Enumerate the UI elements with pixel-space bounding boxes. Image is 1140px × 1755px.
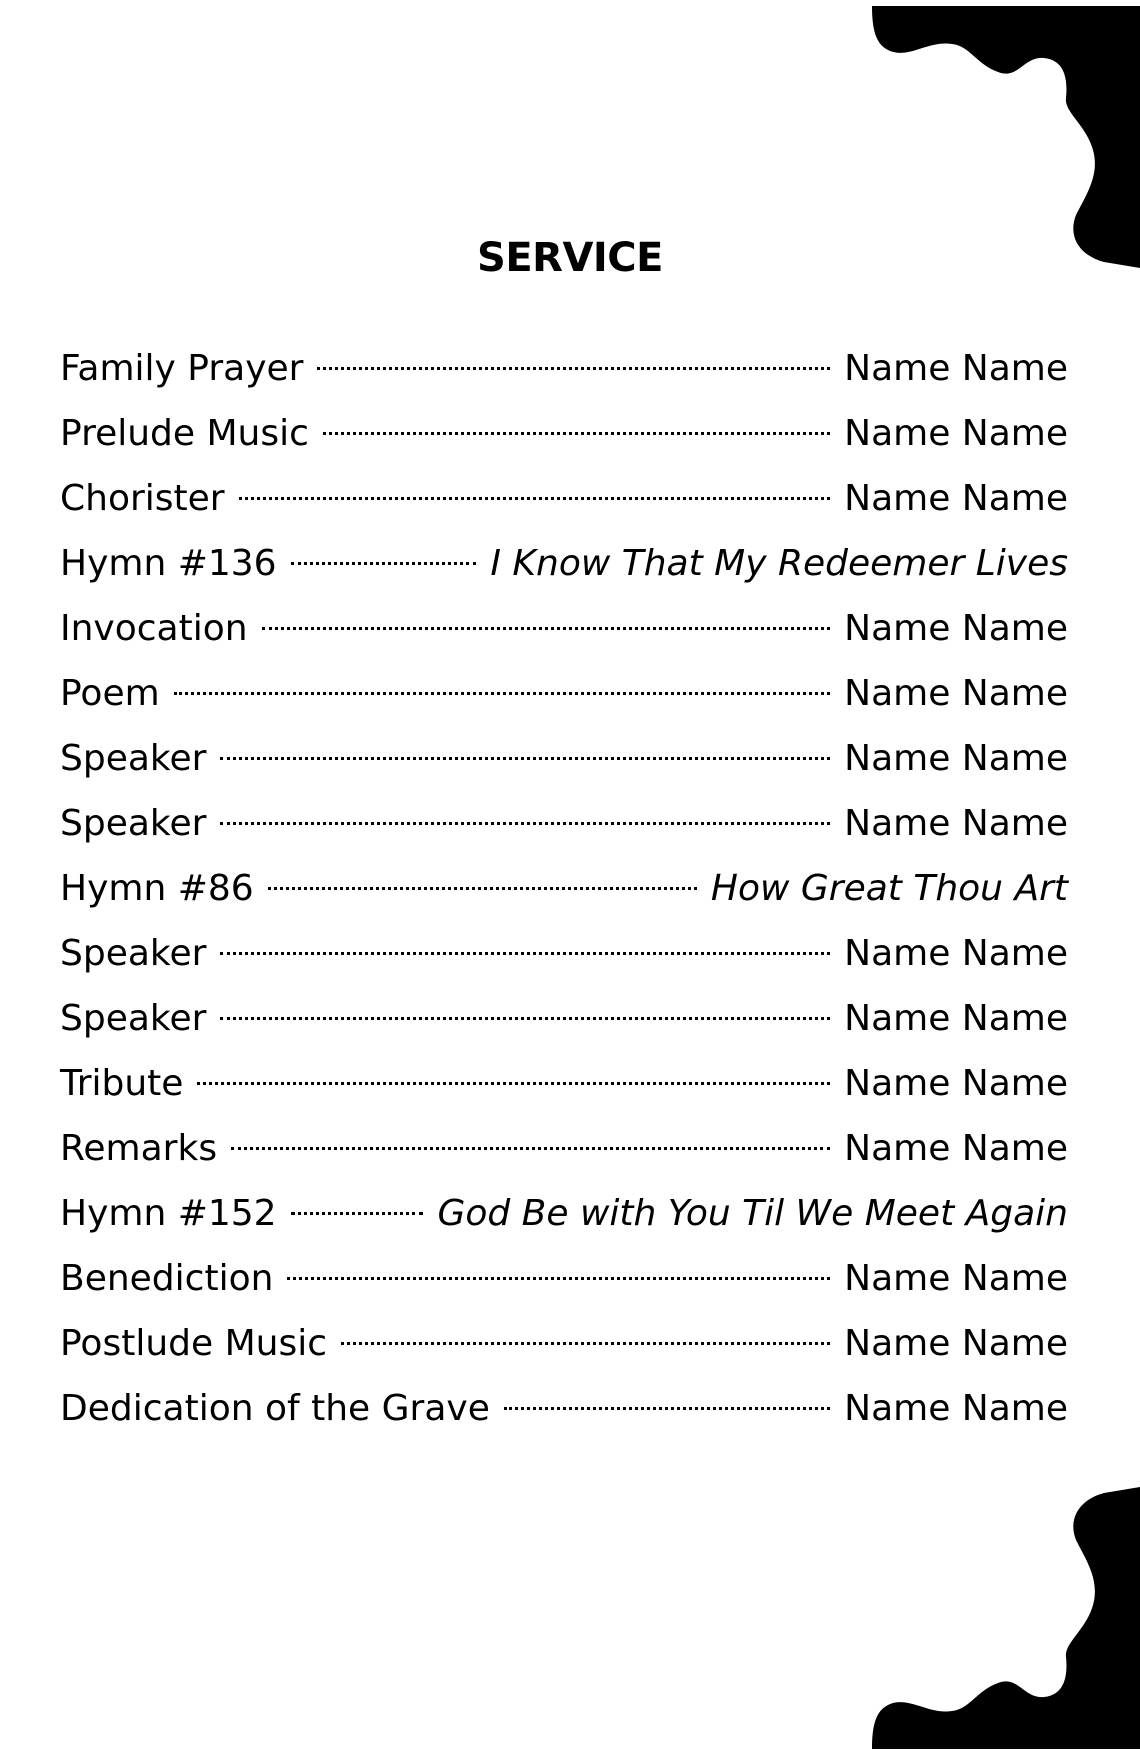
program-row [60, 466, 1068, 531]
participant-name: Name Name [844, 933, 1068, 974]
program-row [60, 986, 1068, 1051]
program-item-label: Hymn #152 [60, 1193, 277, 1234]
program-row [60, 856, 1068, 921]
participant-name: Name Name [844, 998, 1068, 1039]
dot-leader [262, 627, 831, 630]
program-item-label: Benediction [60, 1258, 274, 1299]
program-row [60, 596, 1068, 661]
dot-leader [291, 1212, 424, 1215]
participant-name: Name Name [844, 348, 1068, 389]
participant-name: Name Name [844, 1128, 1068, 1169]
program-item-label: Tribute [60, 1063, 184, 1104]
program-item-label: Speaker [60, 738, 207, 779]
participant-name: Name Name [844, 1388, 1068, 1429]
program-item-label: Prelude Music [60, 413, 309, 454]
program-row [60, 791, 1068, 856]
dot-leader [317, 367, 830, 370]
dot-leader [197, 1082, 830, 1085]
participant-name: Name Name [844, 1323, 1068, 1364]
participant-name: Name Name [844, 1063, 1068, 1104]
service-program-list [60, 336, 1068, 1441]
dot-leader [174, 692, 830, 695]
dot-leader [268, 887, 697, 890]
program-item-label: Postlude Music [60, 1323, 328, 1364]
program-item-label: Poem [60, 673, 160, 714]
page-title: SERVICE [477, 235, 663, 281]
dot-leader [291, 562, 477, 565]
hymn-title: I Know That My Redeemer Lives [490, 543, 1068, 584]
dot-leader [239, 497, 831, 500]
participant-name: Name Name [844, 738, 1068, 779]
bottom-right-corner-ornament [868, 1485, 1140, 1755]
participant-name: Name Name [844, 1258, 1068, 1299]
dot-leader [220, 757, 830, 760]
dot-leader [504, 1407, 830, 1410]
hymn-title: How Great Thou Art [710, 868, 1068, 909]
dot-leader [341, 1342, 830, 1345]
program-item-label: Speaker [60, 803, 207, 844]
program-row [60, 726, 1068, 791]
program-item-label: Dedication of the Grave [60, 1388, 490, 1429]
program-item-label: Speaker [60, 933, 207, 974]
program-row [60, 1246, 1068, 1311]
program-row [60, 1116, 1068, 1181]
participant-name: Name Name [844, 608, 1068, 649]
dot-leader [220, 1017, 830, 1020]
program-row [60, 336, 1068, 401]
dot-leader [220, 822, 830, 825]
participant-name: Name Name [844, 803, 1068, 844]
program-item-label: Invocation [60, 608, 248, 649]
dot-leader [231, 1147, 830, 1150]
hymn-title: God Be with You Til We Meet Again [437, 1193, 1068, 1234]
program-item-label: Family Prayer [60, 348, 304, 389]
program-row [60, 531, 1068, 596]
program-item-label: Remarks [60, 1128, 218, 1169]
participant-name: Name Name [844, 478, 1068, 519]
dot-leader [220, 952, 830, 955]
program-item-label: Hymn #86 [60, 868, 254, 909]
program-item-label: Chorister [60, 478, 225, 519]
program-item-label: Speaker [60, 998, 207, 1039]
program-row [60, 1181, 1068, 1246]
program-row [60, 1051, 1068, 1116]
program-row [60, 401, 1068, 466]
participant-name: Name Name [844, 413, 1068, 454]
dot-leader [323, 432, 830, 435]
participant-name: Name Name [844, 673, 1068, 714]
program-row [60, 1311, 1068, 1376]
dot-leader [287, 1277, 830, 1280]
program-row [60, 661, 1068, 726]
program-row [60, 1376, 1068, 1441]
program-row [60, 921, 1068, 986]
program-item-label: Hymn #136 [60, 543, 277, 584]
